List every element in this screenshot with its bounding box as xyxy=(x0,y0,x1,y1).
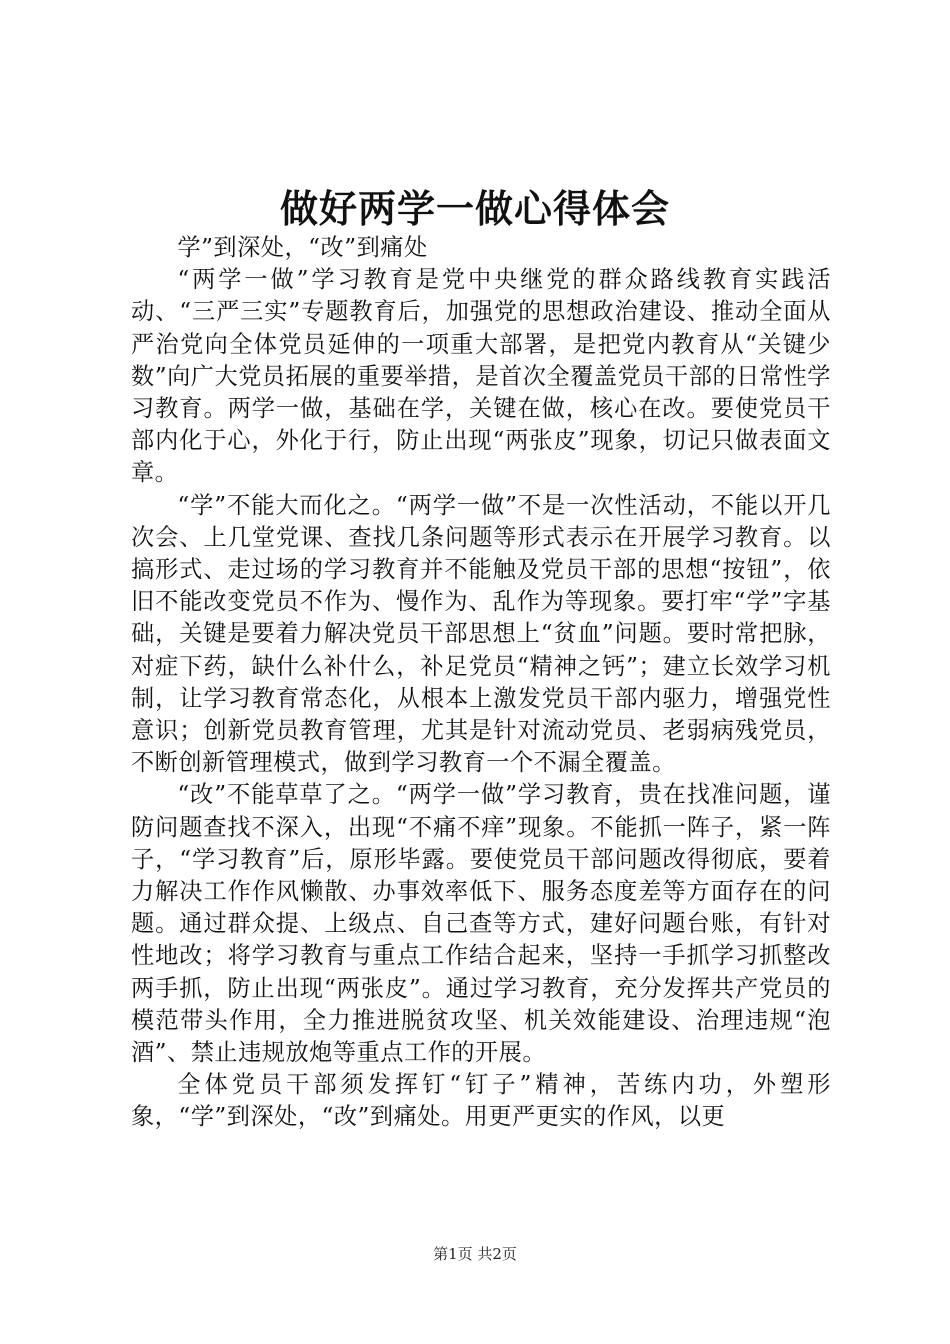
document-title: 做好两学一做心得体会 xyxy=(279,186,670,231)
paragraph-conclusion: 全体党员干部须发挥钉“钉子”精神，苦练内功，外塑形象，“学”到深处，“改”到痛处。用更严更实的作风，以更 xyxy=(131,1071,831,1131)
paragraph-intro: “两学一做”学习教育是党中央继党的群众路线教育实践活动、“三严三实”专题教育后，加强党的思想政治建设、推动全面从严治党向全体党员延伸的一项重大部署，是把党内教育从“关键少数”向广大党员拓展的重要举措，是首次全覆盖党员干部的日常性学习教育。两学一做，基础在学，关键在做，核心在改。要使党员干部内化于心，外化于行，防止出现“两张皮”现象，切记只做表面文章。 xyxy=(131,266,831,487)
paragraph-reform: “改”不能草草了之。“两学一做”学习教育，贵在找准问题，谨防问题查找不深入，出现“不痛不痒”现象。不能抓一阵子，紧一阵子，“学习教育”后，原形毕露。要使党员干部问题改得彻底，要着力解决工作作风懒散、办事效率低下、服务态度差等方面存在的问题。通过群众提、上级点、自己查等方式，建好问题台账，有针对性地改；将学习教育与重点工作结合起来，坚持一手抓学习抓整改两手抓，防止出现“两张皮”。通过学习教育，充分发挥共产党员的模范带头作用，全力推进脱贫攻坚、机关效能建设、治理违规“泡酒”、禁止违规放炮等重点工作的开展。 xyxy=(131,781,831,1067)
document-body xyxy=(131,232,831,1134)
page-number-footer: 第1页 共2页 xyxy=(433,1245,517,1263)
paragraph-study: “学”不能大而化之。“两学一做”不是一次性活动，不能以开几次会、上几堂党课、查找几条问题等形式表示在开展学习教育。以搞形式、走过场的学习教育并不能触及党员干部的思想“按钮”，依旧不能改变党员不作为、慢作为、乱作为等现象。要打牢“学”字基础，关键是要着力解决党员干部思想上“贫血”问题。要时常把脉，对症下药，缺什么补什么，补足党员“精神之钙”；建立长效学习机制，让学习教育常态化，从根本上激发党员干部内驱力，增强党性意识；创新党员教育管理，尤其是针对流动党员、老弱病残党员，不断创新管理模式，做到学习教育一个不漏全覆盖。 xyxy=(131,491,831,777)
paragraph-subtitle: 学”到深处，“改”到痛处 xyxy=(177,234,428,261)
